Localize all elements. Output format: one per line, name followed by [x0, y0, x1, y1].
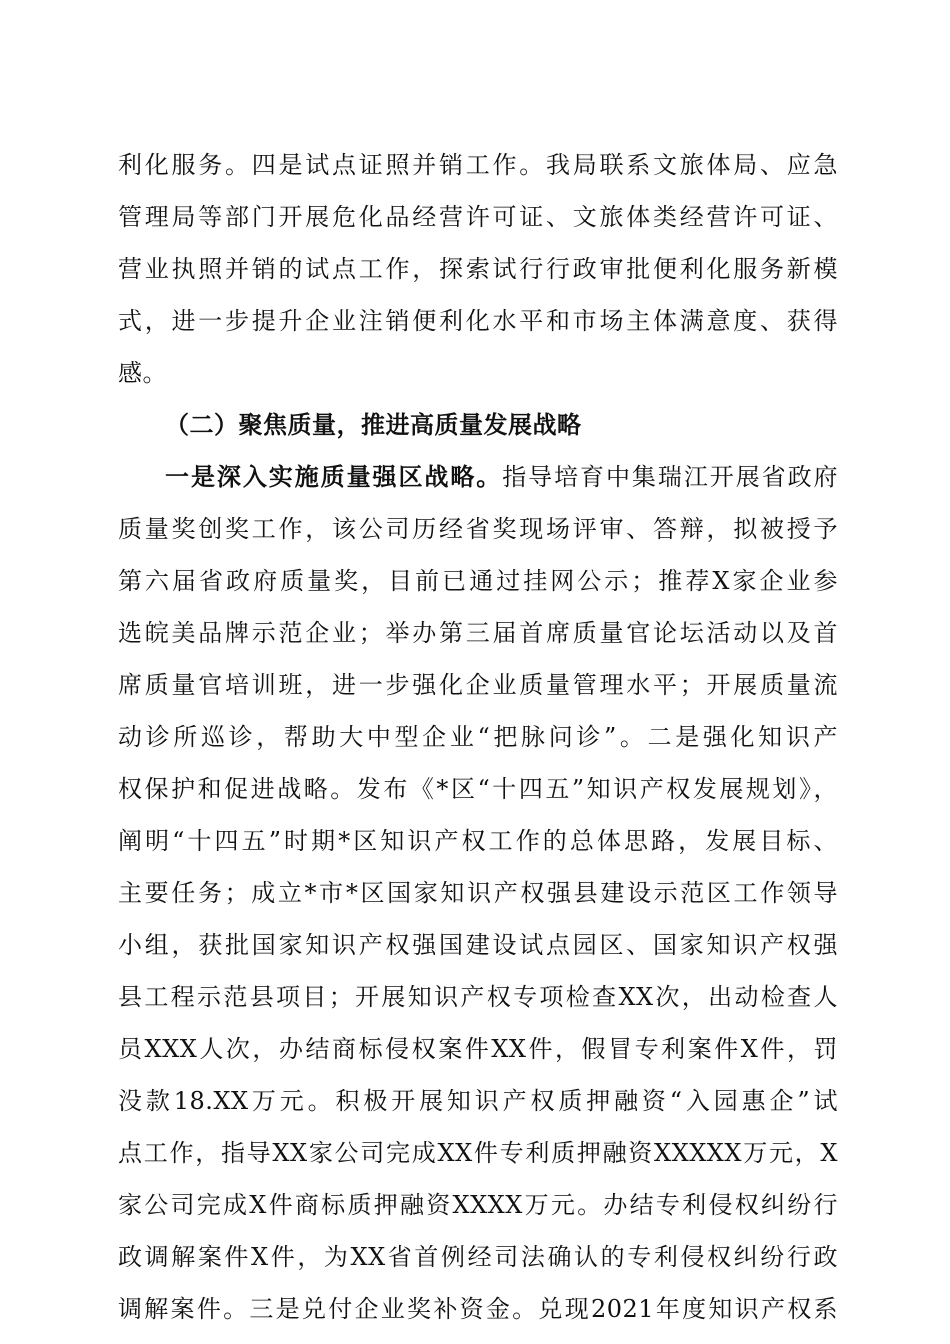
paragraph-line: 感。 [118, 359, 167, 387]
paragraph-first-line-rest: 指导培育中集瑞江开展省政府 [502, 463, 839, 491]
paragraph-line: 员XXX人次，办结商标侵权案件XX件，假冒专利案件X件，罚 [118, 1035, 838, 1063]
paragraph-line: 利化服务。四是试点证照并销工作。我局联系文旅体局、应急 [118, 151, 838, 179]
section-heading: （二）聚焦质量，推进高质量发展战略 [165, 411, 582, 439]
paragraph-line: 席质量官培训班，进一步强化企业质量管理水平；开展质量流 [118, 671, 838, 699]
paragraph-line: 第六届省政府质量奖，目前已通过挂网公示；推荐X家企业参 [118, 567, 838, 595]
paragraph-line: 管理局等部门开展危化品经营许可证、文旅体类经营许可证、 [118, 203, 838, 231]
paragraph-lead: 一是深入实施质量强区战略。 [165, 463, 503, 491]
paragraph-line: 主要任务；成立*市*区国家知识产权强县建设示范区工作领导 [118, 879, 838, 907]
paragraph-line: 调解案件。三是兑付企业奖补资金。兑现2021年度知识产权系 [118, 1295, 838, 1323]
paragraph-line: 质量奖创奖工作，该公司历经省奖现场评审、答辩，拟被授予 [118, 515, 838, 543]
paragraph-line: 阐明“十四五”时期*区知识产权工作的总体思路，发展目标、 [118, 827, 838, 855]
paragraph-line: 动诊所巡诊，帮助大中型企业“把脉问诊”。二是强化知识产 [118, 723, 838, 751]
paragraph-line: 政调解案件X件，为XX省首例经司法确认的专利侵权纠纷行政 [118, 1243, 838, 1271]
paragraph-line: 县工程示范县项目；开展知识产权专项检查XX次，出动检查人 [118, 983, 838, 1011]
paragraph-line: 选皖美品牌示范企业；举办第三届首席质量官论坛活动以及首 [118, 619, 838, 647]
paragraph-line: 点工作，指导XX家公司完成XX件专利质押融资XXXXX万元，X [118, 1139, 838, 1167]
paragraph-line: 营业执照并销的试点工作，探索试行行政审批便利化服务新模 [118, 255, 838, 283]
paragraph-line: 小组，获批国家知识产权强国建设试点园区、国家知识产权强 [118, 931, 838, 959]
paragraph-line: 没款18.XX万元。积极开展知识产权质押融资“入园惠企”试 [118, 1087, 838, 1115]
paragraph-line: 式，进一步提升企业注销便利化水平和市场主体满意度、获得 [118, 307, 838, 335]
paragraph-first-line [165, 457, 838, 497]
paragraph-line: 权保护和促进战略。发布《*区“十四五”知识产权发展规划》， [118, 775, 838, 803]
paragraph-line: 家公司完成X件商标质押融资XXXX万元。办结专利侵权纠纷行 [118, 1191, 838, 1219]
